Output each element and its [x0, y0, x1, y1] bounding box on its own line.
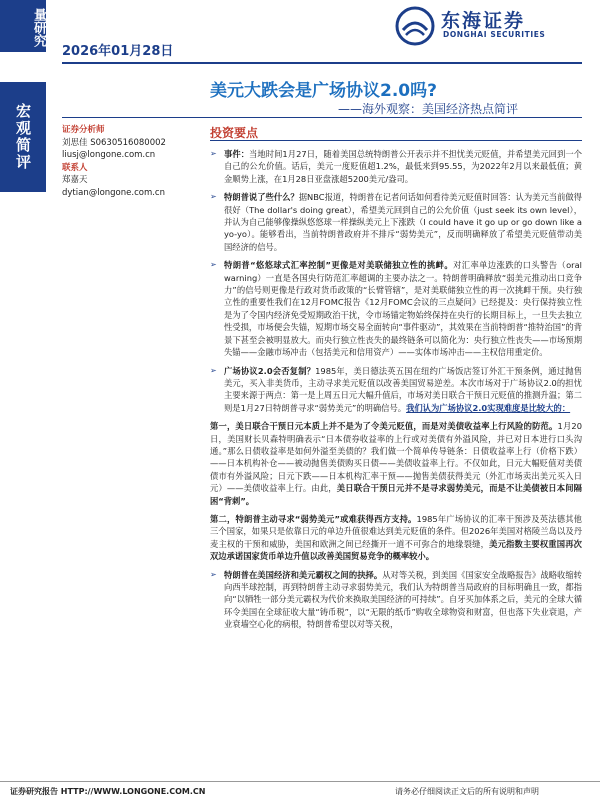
report-date: 2026年01月28日 [62, 44, 174, 59]
logo-chinese-name: 东海证券 [441, 10, 526, 32]
footer-website[interactable]: 证券研究报告 HTTP://WWW.LONGONE.COM.CN [10, 787, 206, 796]
key-point: ➢ 特朗普在美国经济和美元霸权之间的抉择。从对等关税，到美国《国家安全战略报告》战略收缩转向西半球控制，再到特朗普主动寻求弱势美元，我们认为特朗普当局政府的目标明确且一致，都指向“以牺牲一部分美元霸权为代价来换取美国经济的可持续”。自牙买加体系之后，美元的全球大循环令美国在全球征收大量“铸币税”，以“无限的纸币”购收全球物资和财富，但也落下失业衰退，产业衰墙空心化的病根，特朗普希望以对等关税， [210, 569, 582, 630]
analyst-heading: 证券分析师 [62, 125, 105, 135]
analyst-cert: S0630516080002 [90, 137, 166, 148]
section-divider [210, 140, 582, 141]
bullet-arrow-icon: ➢ [210, 192, 217, 202]
key-point: ➢ 广场协议2.0会否复制？1985年，美日德法英五国在纽约广场饭店签订外汇干预条例，通过抛售美元，买入非美货币，主动寻求美元贬值以改善美国贸易逆差。本次市场对于广场协议2.0的担忧主要来源于两点：第一是上周五日元大幅升值后，市场对美日联合干预日元贬值的推测升温；第二则是1月27日特朗普寻求“弱势美元”的明确信号。我们认为广场协议2.0实现难度是比较大的： [210, 365, 582, 413]
contact-name: 郑嘉天 [62, 175, 88, 185]
company-logo [395, 6, 595, 48]
report-subtitle: ——海外观察：美国经济热点简评 [338, 102, 519, 116]
highlight-conclusion: 我们认为广场协议2.0实现难度是比较大的： [406, 402, 571, 413]
section-title: 投资要点 [210, 126, 259, 140]
logo-english-name: DONGHAI SECURITIES [443, 30, 546, 39]
bullet-arrow-icon: ➢ [210, 365, 217, 375]
donghai-logo-icon [395, 6, 435, 46]
main-content [210, 148, 582, 637]
bullet-arrow-icon: ➢ [210, 260, 217, 270]
footer-divider [0, 781, 600, 782]
analysis-paragraph: 第一，美日联合干预日元本质上并不是为了令美元贬值，而是对美债收益率上行风险的防范。1月20日，美国财长贝森特明确表示“日本债券收益率的上行或对美债有外溢风险，并已对日本进行口头沟通。”那么日债收益率是如何外溢至美债的？我们做一个简单传导链条：日债收益率上行（价格下跌）——日本机构补仓——被动抛售美债购买日债——美债收益率上行。不仅如此，日元大幅贬值对美债债市有外溢风险；日元下跌——日本机构汇率干预——抛售美债获得美元（外汇市场卖出美元买入日元）——美债收益率上行。由此，美日联合干预日元并不是寻求弱势美元，而是不让美债被日本间隔困“背刺”。 [210, 421, 582, 506]
analyst-name: 刘思佳 S0630516080002 [62, 137, 166, 148]
bullet-arrow-icon: ➢ [210, 149, 217, 158]
sidebar-category-tab: 量研究 [0, 0, 46, 52]
key-point: ➢ 事件：当地时间1月27日，随着美国总统特朗普公开表示并不担忧美元贬值，并希望美元回到一个自己的公允价值。话后，美元一度贬值超1.2%，最低来到95.55，为2022年2月以来最低值；黄金顺势上涨，在1月28日亚盘涨超5200美元/盎司。 [210, 149, 582, 184]
contact-email: dytian@longone.com.cn [62, 187, 165, 198]
title-divider [62, 117, 582, 118]
analyst-info [62, 124, 202, 199]
header-divider [62, 62, 582, 64]
key-point: ➢ 特朗普说了些什么？据NBC报道，特朗普在记者问话如何看待美元贬值时回答：认为美元当前做得很好（The dollar's doing great），希望美元回到自己的公允价值（just seek its own level），并认为自己能够像操纵悠悠球一样操纵美元上下涨跌（I could have it go up or go down like a yo-yo）。能够看出，当前特朗普政府并不排斥“弱势美元”，反而明确释放了希望美元贬值带动美国经济的信号。 [210, 192, 582, 252]
footer-disclaimer: 请务必仔细阅读正文后的所有说明和声明 [395, 787, 539, 796]
bullet-arrow-icon: ➢ [210, 569, 217, 579]
contact-heading: 联系人 [62, 162, 88, 173]
sidebar-report-type: 宏观简评 [0, 82, 46, 192]
key-point: ➢ 特朗普“悠悠球式汇率控制”更像是对美联储独立性的挑衅。对汇率单边涨跌的口头警告（oral warning）一直是各国央行防范汇率超调的主要办法之一。特朗普明确释放“弱美元推动出口竞争力”的信号则更像是行政对货币政策的“长臂管辖”，是对美联储独立性的再一次挑衅干预。央行独立性的重要性我们在12月FOMC报告《12月FOMC会议的三点疑问》已经提及：央行保持独立性是为了令国内经济免受短期政治干扰，令市场锚定物始终保持在央行的长期目标上，一旦失去独立性受损，市场便会失锚，短期市场交易全面转向“事件驱动”，其效果在当前特朗普“推特治国”的背景下甚至会被明显放大。而央行独立性丧失的最终链条可以简化为：央行独立性丧失——市场预期失锚——金融市场冲击（包括美元和信用资产）——实体市场冲击——主权信用重定价。 [210, 260, 582, 358]
analyst-email: liusj@longone.com.cn [62, 150, 156, 160]
report-title: 美元大跌会是广场协议2.0吗? [210, 81, 437, 101]
analysis-paragraph: 第二，特朗普主动寻求“弱势美元”或难获得西方支持。1985年广场协议的汇率干预涉及英法德其他三个国家，如果只是依靠日元的单边升值很难达到美元贬值的条件。但2026年美国对格陵兰岛以及丹麦主权的干预和威胁，美国和欧洲之间已经撕开一道不可弥合的地缘裂缝，美元指数主要权重国再次双边承诺国家货币单边升值以改善美国贸易竞争的概率较小。 [210, 513, 582, 562]
